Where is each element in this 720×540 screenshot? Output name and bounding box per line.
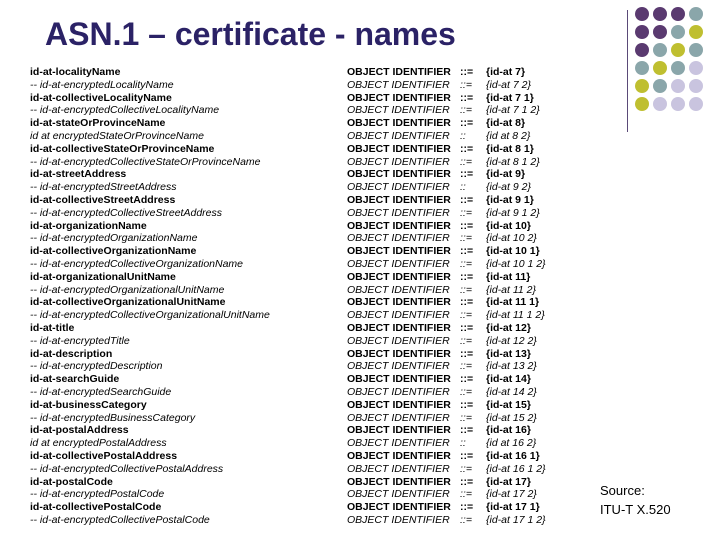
assignment-operator: ::= [460,398,474,411]
definition-row [30,168,590,181]
identifier-name: id-at-title [30,321,75,334]
oid-value: {id-at 14} [486,373,531,386]
oid-value: {id-at 17 1} [486,501,540,514]
decorative-dot [671,61,685,75]
oid-value: {id-at 11 2} [486,283,537,296]
oid-value: {id-at 10 1} [486,245,540,258]
oid-value: {id-at 17 1 2} [486,513,546,526]
type-keyword: OBJECT IDENTIFIER [347,270,451,283]
type-keyword: OBJECT IDENTIFIER [347,334,450,347]
type-keyword: OBJECT IDENTIFIER [347,232,450,245]
oid-value: {id-at 16 1 2} [486,462,546,475]
assignment-operator: ::= [460,193,474,206]
oid-value: {id-at 9 1} [486,193,534,206]
definition-row [30,284,590,297]
assignment-operator: :: [460,181,466,194]
definition-row [30,309,590,322]
definition-row [30,271,590,284]
definition-row [30,488,590,501]
oid-value: {id-at 10 1 2} [486,257,546,270]
source-note [600,481,671,519]
definition-row [30,79,590,92]
assignment-operator: :: [460,437,466,450]
type-keyword: OBJECT IDENTIFIER [347,449,451,462]
assignment-operator: ::= [460,475,474,488]
assignment-operator: ::= [460,488,472,501]
type-keyword: OBJECT IDENTIFIER [347,373,451,386]
definition-row [30,450,590,463]
assignment-operator: ::= [460,462,472,475]
decorative-dot [653,43,667,57]
decorative-dot [635,25,649,39]
oid-value: {id-at 8 1} [486,142,534,155]
type-keyword: OBJECT IDENTIFIER [347,385,450,398]
assignment-operator: ::= [460,360,472,373]
type-keyword: OBJECT IDENTIFIER [347,513,450,526]
slide-title: ASN.1 – certificate - names [45,16,456,52]
assignment-operator: ::= [460,245,474,258]
identifier-name: id-at-postalAddress [30,424,129,437]
decorative-dot [689,25,703,39]
decorative-dot [653,7,667,21]
identifier-name: -- id-at-encryptedOrganizationName [30,232,198,245]
type-keyword: OBJECT IDENTIFIER [347,398,451,411]
oid-value: {id-at 9 2} [486,181,531,194]
definition-row [30,296,590,309]
oid-value: {id-at 10} [486,219,531,232]
identifier-name: -- id-at-encryptedOrganizationalUnitName [30,283,225,296]
oid-value: {id at 8 2} [486,129,531,142]
type-keyword: OBJECT IDENTIFIER [347,475,451,488]
type-keyword: OBJECT IDENTIFIER [347,168,451,181]
oid-value: {id-at 13} [486,347,531,360]
definition-row [30,258,590,271]
source-reference: ITU-T X.520 [600,502,671,517]
definition-row [30,181,590,194]
decorative-dot [671,79,685,93]
definition-row [30,386,590,399]
oid-value: {id-at 17} [486,475,531,488]
assignment-operator: ::= [460,513,472,526]
identifier-name: id at encryptedStateOrProvinceName [30,129,204,142]
assignment-operator: ::= [460,309,472,322]
type-keyword: OBJECT IDENTIFIER [347,462,450,475]
decorative-dot [635,97,649,111]
type-keyword: OBJECT IDENTIFIER [347,360,450,373]
assignment-operator: ::= [460,168,474,181]
oid-value: {id-at 15 2} [486,411,537,424]
identifier-name: id-at-collectiveOrganizationName [30,245,197,258]
type-keyword: OBJECT IDENTIFIER [347,181,450,194]
assignment-operator: ::= [460,104,472,117]
assignment-operator: ::= [460,155,472,168]
definition-row [30,104,590,117]
type-keyword: OBJECT IDENTIFIER [347,91,451,104]
assignment-operator: ::= [460,385,472,398]
assignment-operator: ::= [460,257,472,270]
identifier-name: id-at-description [30,347,113,360]
assignment-operator: ::= [460,373,474,386]
oid-value: {id-at 7 1} [486,91,534,104]
decorative-dot [689,79,703,93]
identifier-name: id-at-streetAddress [30,168,127,181]
definition-row [30,463,590,476]
identifier-name: -- id-at-encryptedCollectiveLocalityName [30,104,220,117]
oid-value: {id-at 7} [486,66,526,78]
definition-row [30,194,590,207]
identifier-name: id-at-searchGuide [30,373,120,386]
identifier-name: id-at-collectiveStateOrProvinceName [30,142,215,155]
type-keyword: OBJECT IDENTIFIER [347,117,451,130]
type-keyword: OBJECT IDENTIFIER [347,488,450,501]
decorative-dot [635,43,649,57]
identifier-name: -- id-at-encryptedCollectiveStateOrProvinceName [30,155,261,168]
decorative-dot [671,43,685,57]
identifier-name: id-at-organizationName [30,219,147,232]
oid-value: {id-at 11 1 2} [486,309,545,322]
asn1-definition-listing [30,66,590,540]
type-keyword: OBJECT IDENTIFIER [347,437,450,450]
oid-value: {id-at 15} [486,398,531,411]
assignment-operator: ::= [460,142,474,155]
type-keyword: OBJECT IDENTIFIER [347,347,451,360]
decorative-dot [689,61,703,75]
assignment-operator: ::= [460,347,474,360]
assignment-operator: ::= [460,334,472,347]
oid-value: {id-at 8 1 2} [486,155,540,168]
definition-row [30,335,590,348]
assignment-operator: ::= [460,296,474,309]
oid-value: {id-at 9} [486,168,526,181]
decorative-dot [653,61,667,75]
assignment-operator: ::= [460,219,474,232]
identifier-name: -- id-at-encryptedLocalityName [30,78,174,91]
decorative-dot [689,97,703,111]
type-keyword: OBJECT IDENTIFIER [347,283,450,296]
type-keyword: OBJECT IDENTIFIER [347,321,451,334]
assignment-operator: ::= [460,449,474,462]
definition-row [30,348,590,361]
decorative-dot [635,61,649,75]
identifier-name: -- id-at-encryptedStreetAddress [30,181,177,194]
type-keyword: OBJECT IDENTIFIER [347,257,450,270]
identifier-name: id at encryptedPostalAddress [30,437,167,450]
identifier-name: id-at-stateOrProvinceName [30,117,166,130]
oid-value: {id-at 7 1 2} [486,104,540,117]
type-keyword: OBJECT IDENTIFIER [347,245,451,258]
decorative-dot [689,43,703,57]
identifier-name: id-at-localityName [30,66,121,78]
identifier-name: id-at-collectiveStreetAddress [30,193,176,206]
assignment-operator: ::= [460,91,474,104]
decorative-dot [653,79,667,93]
decorative-dot [671,97,685,111]
type-keyword: OBJECT IDENTIFIER [347,129,450,142]
identifier-name: id-at-organizationalUnitName [30,270,176,283]
identifier-name: -- id-at-encryptedSearchGuide [30,385,172,398]
assignment-operator: ::= [460,78,472,91]
type-keyword: OBJECT IDENTIFIER [347,155,450,168]
assignment-operator: ::= [460,270,474,283]
identifier-name: id-at-postalCode [30,475,113,488]
type-keyword: OBJECT IDENTIFIER [347,296,451,309]
identifier-name: id-at-collectivePostalAddress [30,449,178,462]
definition-row [30,437,590,450]
decorative-dot [689,7,703,21]
oid-value: {id-at 9 1 2} [486,206,540,219]
type-keyword: OBJECT IDENTIFIER [347,66,451,78]
type-keyword: OBJECT IDENTIFIER [347,309,450,322]
type-keyword: OBJECT IDENTIFIER [347,411,450,424]
identifier-name: id-at-collectivePostalCode [30,501,162,514]
identifier-name: -- id-at-encryptedCollectivePostalAddress [30,462,224,475]
identifier-name: -- id-at-encryptedCollectivePostalCode [30,513,210,526]
identifier-name: id-at-businessCategory [30,398,147,411]
definition-row [30,130,590,143]
oid-value: {id-at 11 1} [486,296,540,309]
type-keyword: OBJECT IDENTIFIER [347,219,451,232]
definition-row [30,117,590,130]
type-keyword: OBJECT IDENTIFIER [347,206,450,219]
type-keyword: OBJECT IDENTIFIER [347,424,451,437]
definition-row [30,245,590,258]
identifier-name: id-at-collectiveOrganizationalUnitName [30,296,226,309]
definition-row [30,514,590,527]
decorative-dot [653,25,667,39]
type-keyword: OBJECT IDENTIFIER [347,193,451,206]
definition-row [30,399,590,412]
decorative-dot [635,79,649,93]
definition-row [30,207,590,220]
definition-row [30,476,590,489]
definition-row [30,322,590,335]
assignment-operator: ::= [460,411,472,424]
identifier-name: -- id-at-encryptedCollectiveStreetAddress [30,206,222,219]
decorative-dot-grid [633,5,705,113]
oid-value: {id at 16 2} [486,437,537,450]
definition-row [30,360,590,373]
decorative-dot [635,7,649,21]
oid-value: {id-at 8} [486,117,526,130]
definition-row [30,373,590,386]
definition-row [30,412,590,425]
oid-value: {id-at 11} [486,270,531,283]
definition-row [30,232,590,245]
assignment-operator: ::= [460,206,472,219]
assignment-operator: ::= [460,501,474,514]
identifier-name: -- id-at-encryptedPostalCode [30,488,165,501]
oid-value: {id-at 10 2} [486,232,537,245]
definition-row [30,501,590,514]
definition-row [30,92,590,105]
definition-row [30,66,590,79]
oid-value: {id-at 13 2} [486,360,537,373]
definition-row [30,143,590,156]
identifier-name: -- id-at-encryptedCollectiveOrganizationName [30,257,244,270]
source-label: Source: [600,483,645,498]
oid-value: {id-at 12} [486,321,531,334]
identifier-name: -- id-at-encryptedTitle [30,334,130,347]
decorative-dot [653,97,667,111]
oid-value: {id-at 12 2} [486,334,537,347]
identifier-name: -- id-at-encryptedDescription [30,360,163,373]
identifier-name: -- id-at-encryptedCollectiveOrganizationalUnitName [30,309,270,322]
assignment-operator: ::= [460,232,472,245]
oid-value: {id-at 16 1} [486,449,540,462]
definition-row [30,424,590,437]
type-keyword: OBJECT IDENTIFIER [347,104,450,117]
assignment-operator: ::= [460,283,472,296]
decorative-dot [671,7,685,21]
type-keyword: OBJECT IDENTIFIER [347,501,451,514]
definition-row [30,156,590,169]
oid-value: {id-at 16} [486,424,531,437]
type-keyword: OBJECT IDENTIFIER [347,78,450,91]
type-keyword: OBJECT IDENTIFIER [347,142,451,155]
assignment-operator: ::= [460,424,474,437]
assignment-operator: ::= [460,117,474,130]
oid-value: {id-at 7 2} [486,78,531,91]
identifier-name: id-at-collectiveLocalityName [30,91,172,104]
oid-value: {id-at 14 2} [486,385,537,398]
assignment-operator: ::= [460,321,474,334]
decorative-dot [671,25,685,39]
assignment-operator: ::= [460,66,474,78]
identifier-name: -- id-at-encryptedBusinessCategory [30,411,196,424]
oid-value: {id-at 17 2} [486,488,537,501]
assignment-operator: :: [460,129,466,142]
divider-line [627,10,628,132]
definition-row [30,220,590,233]
